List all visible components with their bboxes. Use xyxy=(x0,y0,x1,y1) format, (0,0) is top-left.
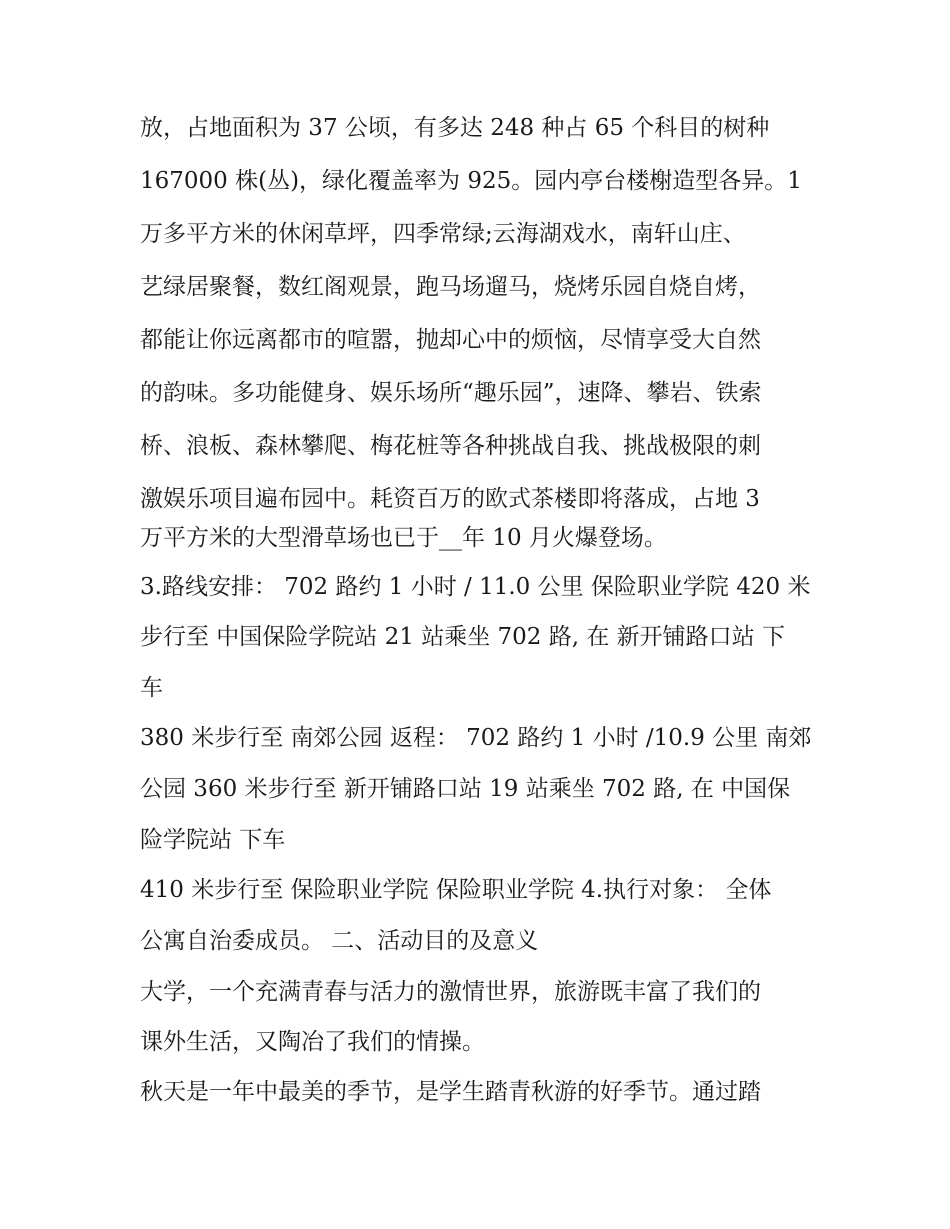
text-line: 都能让你远离都市的喧嚣，抛却心中的烦恼，尽情享受大自然 xyxy=(140,327,761,353)
text-line: 课外生活，又陶冶了我们的情操。 xyxy=(140,1029,485,1055)
text-line: 桥、浪板、森林攀爬、梅花桩等各种挑战自我、挑战极限的刺 xyxy=(140,433,761,459)
text-line: 放，占地面积为 37 公顷，有多达 248 种占 65 个科目的树种 xyxy=(140,115,770,141)
text-line: 秋天是一年中最美的季节，是学生踏青秋游的好季节。通过踏 xyxy=(140,1079,761,1105)
text-line: 步行至 中国保险学院站 21 站乘坐 702 路, 在 新开铺路口站 下 xyxy=(140,624,785,650)
text-line: 3.路线安排： 702 路约 1 小时 / 11.0 公里 保险职业学院 420 米 xyxy=(140,574,811,600)
text-line: 激娱乐项目遍布园中。耗资百万的欧式茶楼即将落成，占地 3 xyxy=(140,486,760,512)
text-line: 的韵味。多功能健身、娱乐场所“趣乐园”，速降、攀岩、铁索 xyxy=(140,380,762,406)
text-line: 万平方米的大型滑草场也已于__年 10 月火爆登场。 xyxy=(140,525,667,551)
text-line: 公寓自治委成员。 二、活动目的及意义 xyxy=(140,928,539,954)
text-line: 大学，一个充满青春与活力的激情世界，旅游既丰富了我们的 xyxy=(140,979,761,1005)
text-line: 险学院站 下车 xyxy=(140,827,286,853)
text-line: 410 米步行至 保险职业学院 保险职业学院 4.执行对象： 全体 xyxy=(140,877,772,903)
text-line: 公园 360 米步行至 新开铺路口站 19 站乘坐 702 路, 在 中国保 xyxy=(140,776,791,802)
text-line: 艺绿居聚餐，数红阁观景，跑马场遛马，烧烤乐园自烧自烤， xyxy=(140,274,761,300)
text-line: 车 xyxy=(140,675,163,701)
text-line: 万多平方米的休闲草坪，四季常绿;云海湖戏水，南轩山庄、 xyxy=(140,221,746,247)
text-line: 380 米步行至 南郊公园 返程： 702 路约 1 小时 /10.9 公里 南郊 xyxy=(140,725,812,751)
text-line: 167000 株(丛)，绿化覆盖率为 925。园内亭台楼榭造型各异。1 xyxy=(140,168,802,194)
